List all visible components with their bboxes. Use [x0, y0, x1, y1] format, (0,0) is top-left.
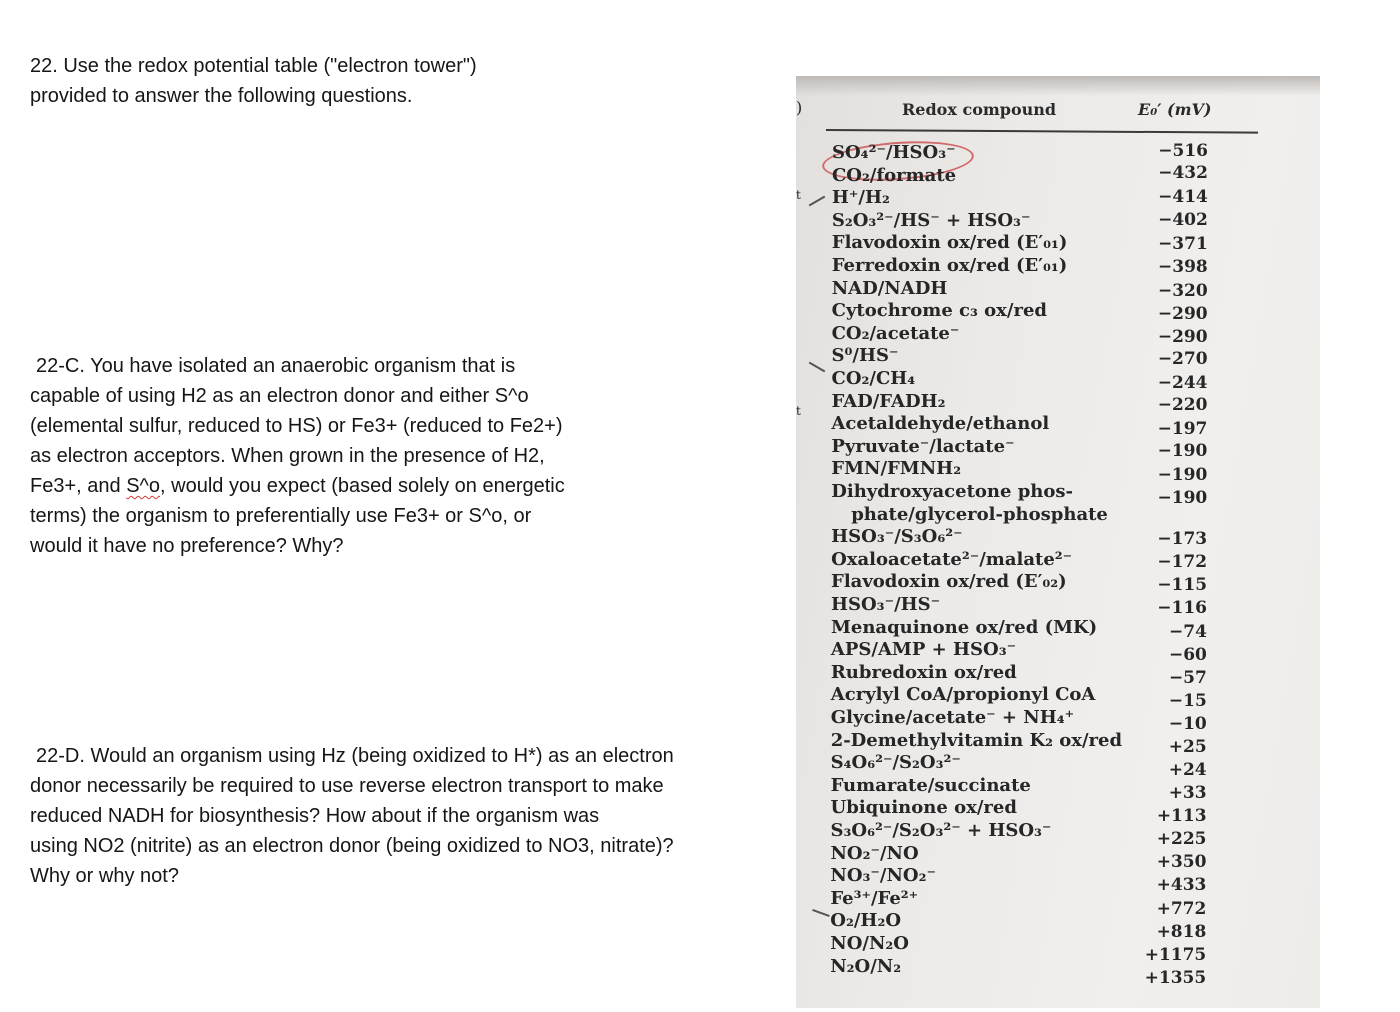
redox-compound: Dihydroxyacetone phos- — [831, 481, 1073, 502]
question-line: 22-D. Would an organism using Hz (being oxidized to H*) as an electron — [36, 745, 674, 767]
redox-potential-value: −371 — [1158, 234, 1208, 254]
redox-compound: N₂O/N₂ — [830, 955, 902, 977]
question-line: reduced NADH for biosynthesis? How about if the organism was — [30, 805, 600, 827]
redox-compound: S₂O₃²⁻/HS⁻ + HSO₃⁻ — [831, 209, 1031, 231]
redox-potential-value: +113 — [1156, 806, 1207, 826]
redox-potential-value: −10 — [1168, 714, 1207, 734]
redox-potential-value: −197 — [1157, 419, 1208, 439]
redox-potential-value: −116 — [1157, 598, 1207, 618]
redox-potential-value: −60 — [1168, 645, 1207, 665]
redox-compound: H⁺/H₂ — [831, 187, 890, 209]
question-line: (elemental sulfur, reduced to HS) or Fe3+ (reduced to Fe2+) — [30, 415, 563, 437]
redox-compound: phate/glycerol-phosphate — [851, 503, 1108, 525]
redox-compound: S₃O₆²⁻/S₂O₃²⁻ + HSO₃⁻ — [830, 820, 1052, 841]
question-line: as electron acceptors. When grown in the presence of H2, — [30, 445, 545, 467]
redox-potential-value: +818 — [1156, 922, 1207, 942]
redox-potential-value: −516 — [1158, 141, 1208, 161]
question-line: donor necessarily be required to use reverse electron transport to make — [30, 775, 664, 797]
redox-table-photo — [796, 76, 1320, 1008]
redox-potential-value: −320 — [1157, 281, 1208, 301]
redox-potential-value: −270 — [1157, 349, 1208, 369]
redox-compound: Pyruvate⁻/lactate⁻ — [831, 435, 1015, 457]
redox-compound: S⁰/HS⁻ — [831, 345, 899, 367]
redox-compound: HSO₃⁻/S₃O₆²⁻ — [831, 526, 963, 548]
redox-potential-value: −15 — [1168, 691, 1207, 711]
redox-potential-value: +433 — [1156, 875, 1207, 895]
redox-compound: Flavodoxin ox/red (E′₀₂) — [831, 571, 1067, 593]
redox-potential-value: −402 — [1158, 210, 1208, 230]
redox-potential-value: −398 — [1158, 257, 1208, 277]
redox-compound: CO₂/acetate⁻ — [831, 322, 960, 344]
column-header-compound: Redox compound — [902, 100, 1057, 119]
page-edge-mark: t — [796, 404, 801, 418]
redox-potential-value: +33 — [1168, 783, 1207, 803]
redox-compound: 2-Demethylvitamin K₂ ox/red — [830, 729, 1123, 751]
question-line: terms) the organism to preferentially use Fe3+ or S^o, or — [30, 505, 532, 527]
redox-compound: O₂/H₂O — [830, 910, 902, 932]
page-edge-mark: t — [796, 188, 801, 202]
redox-potential-value: −290 — [1157, 304, 1208, 324]
redox-compound: Menaquinone ox/red (MK) — [830, 616, 1098, 638]
redox-compound: FMN/FMNH₂ — [831, 458, 962, 480]
question-line: 22. Use the redox potential table ("electron tower") — [30, 55, 477, 77]
redox-compound: NAD/NADH — [831, 277, 948, 299]
redox-potential-value: +350 — [1156, 852, 1207, 872]
text-fragment: , would you expect (based solely on energetic — [160, 475, 565, 497]
redox-potential-value: −57 — [1168, 668, 1207, 688]
redox-potential-value: +1175 — [1144, 945, 1207, 965]
redox-potential-value: +1355 — [1144, 968, 1207, 988]
redox-potential-value: −115 — [1157, 575, 1208, 595]
redox-potential-value: −220 — [1157, 395, 1208, 415]
question-22d — [30, 741, 674, 891]
redox-potential-value: −290 — [1157, 327, 1208, 347]
question-line: Why or why not? — [30, 865, 179, 887]
redox-potential-value: −74 — [1169, 622, 1207, 642]
text-fragment: Fe3+, and — [30, 475, 127, 497]
redox-potential-value: −190 — [1157, 465, 1208, 485]
redox-compound: Fe³⁺/Fe²⁺ — [830, 887, 919, 909]
redox-compound: CO₂/CH₄ — [831, 368, 916, 389]
redox-potential-value: −173 — [1157, 529, 1208, 549]
question-line: capable of using H2 as an electron donor and either S^o — [30, 385, 529, 407]
redox-rows — [796, 76, 1320, 1008]
redox-compound: APS/AMP + HSO₃⁻ — [830, 639, 1017, 661]
redox-compound: Acetaldehyde/ethanol — [831, 413, 1050, 435]
redox-potential-value: −414 — [1158, 187, 1208, 207]
redox-compound: S₄O₆²⁻/S₂O₃²⁻ — [830, 752, 961, 774]
question-line: using NO2 (nitrite) as an electron donor (being oxidized to NO3, nitrate)? — [30, 835, 674, 857]
redox-potential-value: −172 — [1157, 552, 1208, 572]
redox-potential-value: +25 — [1168, 737, 1207, 757]
redox-compound: Flavodoxin ox/red (E′₀₁) — [831, 232, 1068, 254]
column-header-potential: E₀′ (mV) — [1138, 100, 1212, 119]
question-22c — [30, 351, 565, 561]
redox-compound: SO₄²⁻/HSO₃⁻ — [832, 142, 956, 163]
question-line: 22-C. You have isolated an anaerobic organism that is — [36, 355, 516, 377]
redox-compound: HSO₃⁻/HS⁻ — [831, 594, 941, 615]
page-edge-mark: ) — [796, 98, 803, 117]
redox-potential-value: +225 — [1156, 829, 1207, 849]
redox-potential-value: −244 — [1157, 373, 1208, 393]
redox-compound: NO₃⁻/NO₂⁻ — [830, 865, 936, 887]
redox-potential-value: −432 — [1158, 163, 1208, 183]
redox-potential-value: +772 — [1156, 899, 1207, 919]
question-line: provided to answer the following questions. — [30, 85, 413, 107]
question-22 — [30, 51, 477, 111]
spellcheck-flagged-word[interactable]: S^o — [126, 475, 161, 497]
question-line: would it have no preference? Why? — [30, 535, 344, 557]
redox-compound: Cytochrome c₃ ox/red — [831, 300, 1047, 322]
redox-compound: NO₂⁻/NO — [830, 842, 919, 864]
redox-potential-value: +24 — [1168, 760, 1207, 780]
redox-potential-value: −190 — [1157, 441, 1208, 461]
redox-compound: Glycine/acetate⁻ + NH₄⁺ — [830, 707, 1075, 728]
redox-compound: Ubiquinone ox/red — [830, 797, 1017, 819]
redox-compound: FAD/FADH₂ — [831, 390, 946, 412]
redox-compound: Fumarate/succinate — [830, 774, 1031, 796]
redox-compound: Acrylyl CoA/propionyl CoA — [830, 684, 1096, 706]
redox-compound: Rubredoxin ox/red — [830, 661, 1017, 683]
redox-compound: CO₂/formate — [831, 164, 957, 186]
redox-compound: Oxaloacetate²⁻/malate²⁻ — [831, 548, 1073, 570]
redox-potential-value: −190 — [1157, 488, 1208, 508]
question-line — [30, 471, 565, 501]
redox-compound: Ferredoxin ox/red (E′₀₁) — [831, 255, 1068, 276]
redox-compound: NO/N₂O — [830, 933, 909, 954]
